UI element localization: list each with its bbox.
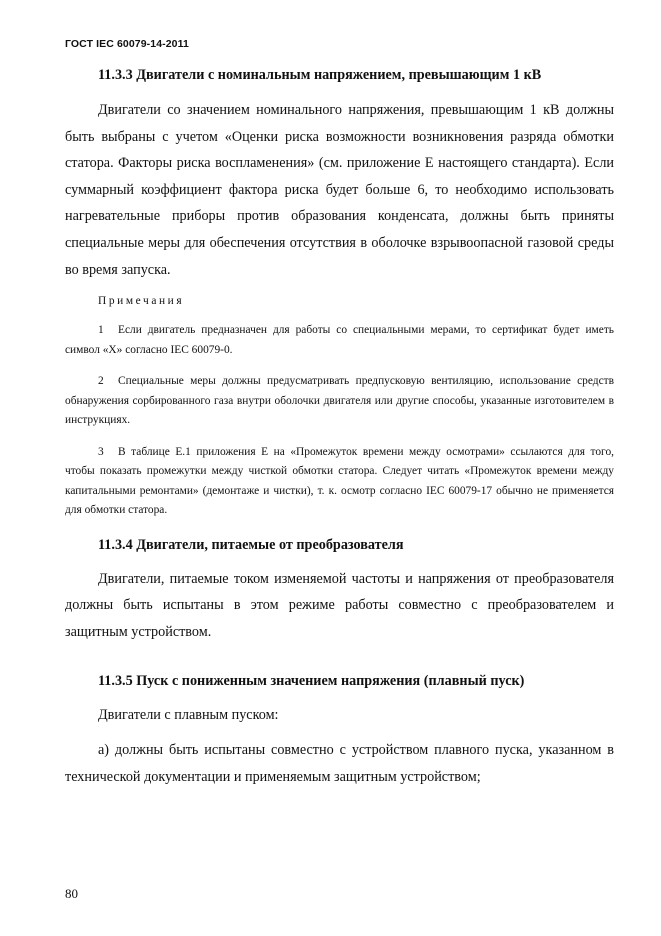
document-id-header: ГОСТ IEC 60079-14-2011: [65, 38, 189, 50]
note-3-text: В таблице Е.1 приложения Е на «Промежуток времени между осмотрами» ссылаются для того, чтобы показать промежутки между чисткой обмотки статора. Следует читать «Промежуток времени между капитальными ремонтами» (демонтаже и чистки), т. к. осмотр согласно IEC 60079-17 обычно не применяется для обмотки статора.: [65, 445, 614, 517]
note-1-text: Если двигатель предназначен для работы со специальными мерами, то сертификат будет иметь символ «X» согласно IEC 60079-0.: [65, 324, 614, 356]
note-2-text: Специальные меры должны предусматривать предпусковую вентиляцию, использование средств обнаружения сорбированного газа внутри оболочки двигателя или другие способы, указанные изготовителем в инструкциях.: [65, 375, 614, 427]
notes-title: Примечания: [98, 295, 185, 308]
page-number: 80: [65, 886, 78, 901]
note-1-number: 1: [98, 324, 104, 337]
heading-11-3-3: 11.3.3 Двигатели с номинальным напряжением, превышающим 1 кВ: [98, 67, 542, 83]
paragraph-11-3-5-intro: Двигатели с плавным пуском:: [98, 707, 279, 724]
heading-11-3-5: 11.3.5 Пуск с пониженным значением напряжения (плавный пуск): [98, 673, 525, 690]
list-item-a: а) должны быть испытаны совместно с устройством плавного пуска, указанном в технической документации и применяемым защитным устройством;: [65, 742, 614, 785]
note-2: [65, 372, 614, 431]
note-3: [65, 443, 614, 521]
paragraph-11-3-3: Двигатели со значением номинального напряжения, превышающим 1 кВ должны быть выбраны с учетом «Оценки риска возможности возникновения разряда обмотки статора. Факторы риска воспламенения» (см. приложение Е настоящего стандарта). Если суммарный коэффициент фактора риска будет больше 6, то необходимо использовать нагревательные приборы против образования конденсата, должны быть приняты специальные меры для обеспечения отсутствия в оболочке взрывоопасной газовой среды во время запуска.: [65, 102, 614, 278]
note-3-number: 3: [98, 445, 104, 458]
note-2-number: 2: [98, 375, 104, 388]
page-content: [65, 64, 614, 790]
note-1: [65, 321, 614, 360]
heading-11-3-4: 11.3.4 Двигатели, питаемые от преобразователя: [98, 536, 404, 553]
paragraph-11-3-4: Двигатели, питаемые током изменяемой частоты и напряжения от преобразователя должны быть испытаны в этом режиме работы совместно с преобразователем и защитным устройством.: [65, 570, 614, 640]
